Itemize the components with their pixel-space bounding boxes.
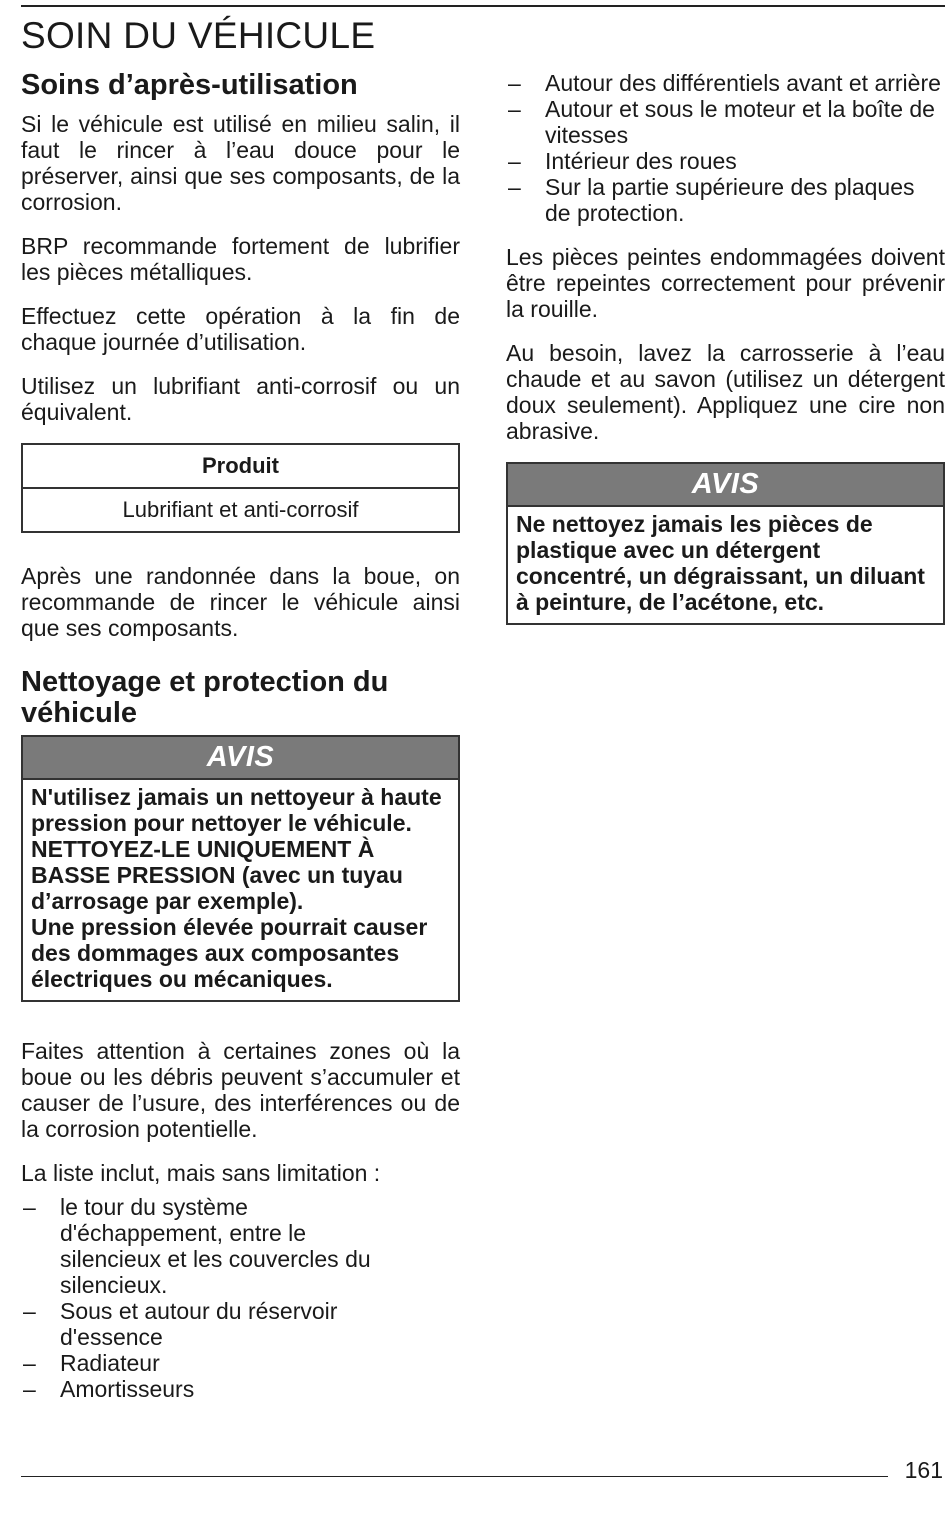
list-item: – Radiateur	[21, 1350, 460, 1376]
list-item: – Autour et sous le moteur et la boîte de vitesses	[506, 96, 945, 148]
product-table-header: Produit	[22, 444, 459, 488]
list-item: – Amortisseurs	[21, 1376, 460, 1402]
paragraph-zones: Faites attention à certaines zones où la boue ou les débris peuvent s’accumuler et causer de l’usure, des interférences ou de la corrosion potentielle.	[21, 1038, 460, 1142]
section-heading-after-use: Soins d’après-utilisation	[21, 69, 358, 101]
paragraph-lubricate: BRP recommande fortement de lubrifier les pièces métalliques.	[21, 233, 460, 285]
paragraph-paint: Les pièces peintes endommagées doivent être repeintes correctement pour prévenir la rouille.	[506, 244, 945, 322]
list-item: – Autour des différentiels avant et arrière	[506, 70, 945, 96]
page-title: SOIN DU VÉHICULE	[21, 15, 376, 56]
paragraph-lubricant: Utilisez un lubrifiant anti-corrosif ou un équivalent.	[21, 373, 460, 425]
notice-body: Ne nettoyez jamais les pièces de plastique avec un détergent concentré, un dégraissant, un diluant à peinture, de l’acétone, etc.	[516, 511, 925, 615]
paragraph-wash: Au besoin, lavez la carrosserie à l’eau chaude et au savon (utilisez un détergent doux seulement). Appliquez une cire non abrasive.	[506, 340, 945, 444]
list-item: – Sous et autour du réservoir d'essence	[21, 1298, 460, 1350]
list-item: – Intérieur des roues	[506, 148, 945, 174]
paragraph-end-of-day: Effectuez cette opération à la fin de chaque journée d’utilisation.	[21, 303, 460, 355]
section-heading-cleaning: Nettoyage et protection du véhicule	[21, 666, 389, 729]
product-table-cell: Lubrifiant et anti-corrosif	[22, 488, 459, 532]
top-rule	[21, 5, 945, 7]
zone-list-left	[21, 1194, 460, 1402]
notice-box-pressure	[21, 735, 460, 1002]
notice-body	[23, 780, 458, 1000]
page-number: 161	[904, 1457, 943, 1483]
notice-title: AVIS	[23, 737, 458, 780]
notice-box-plastic	[506, 462, 945, 625]
right-column	[506, 68, 945, 661]
paragraph-salt-water: Si le véhicule est utilisé en milieu salin, il faut le rincer à l’eau douce pour le préserver, ainsi que ses composants, de la corrosion.	[21, 111, 460, 215]
notice-text-1: N'utilisez jamais un nettoyeur à haute pression pour nettoyer le véhicule. NETTOYEZ-LE UNIQUEMENT À BASSE PRESSION (avec un tuyau d’arrosage par exemple).	[31, 784, 442, 914]
zone-list-right	[506, 70, 945, 226]
list-item: – le tour du système d'échappement, entre le silencieux et les couvercles du silencieux.	[21, 1194, 460, 1298]
paragraph-list-intro: La liste inclut, mais sans limitation :	[21, 1160, 381, 1186]
product-table	[21, 443, 460, 533]
footer-rule	[21, 1476, 888, 1477]
paragraph-mud: Après une randonnée dans la boue, on recommande de rincer le véhicule ainsi que ses composants.	[21, 563, 460, 641]
left-column	[21, 68, 460, 1420]
notice-title: AVIS	[508, 464, 943, 507]
list-item: – Sur la partie supérieure des plaques de protection.	[506, 174, 945, 226]
notice-text-2: Une pression élevée pourrait causer des dommages aux composantes électriques ou mécaniques.	[31, 914, 428, 992]
